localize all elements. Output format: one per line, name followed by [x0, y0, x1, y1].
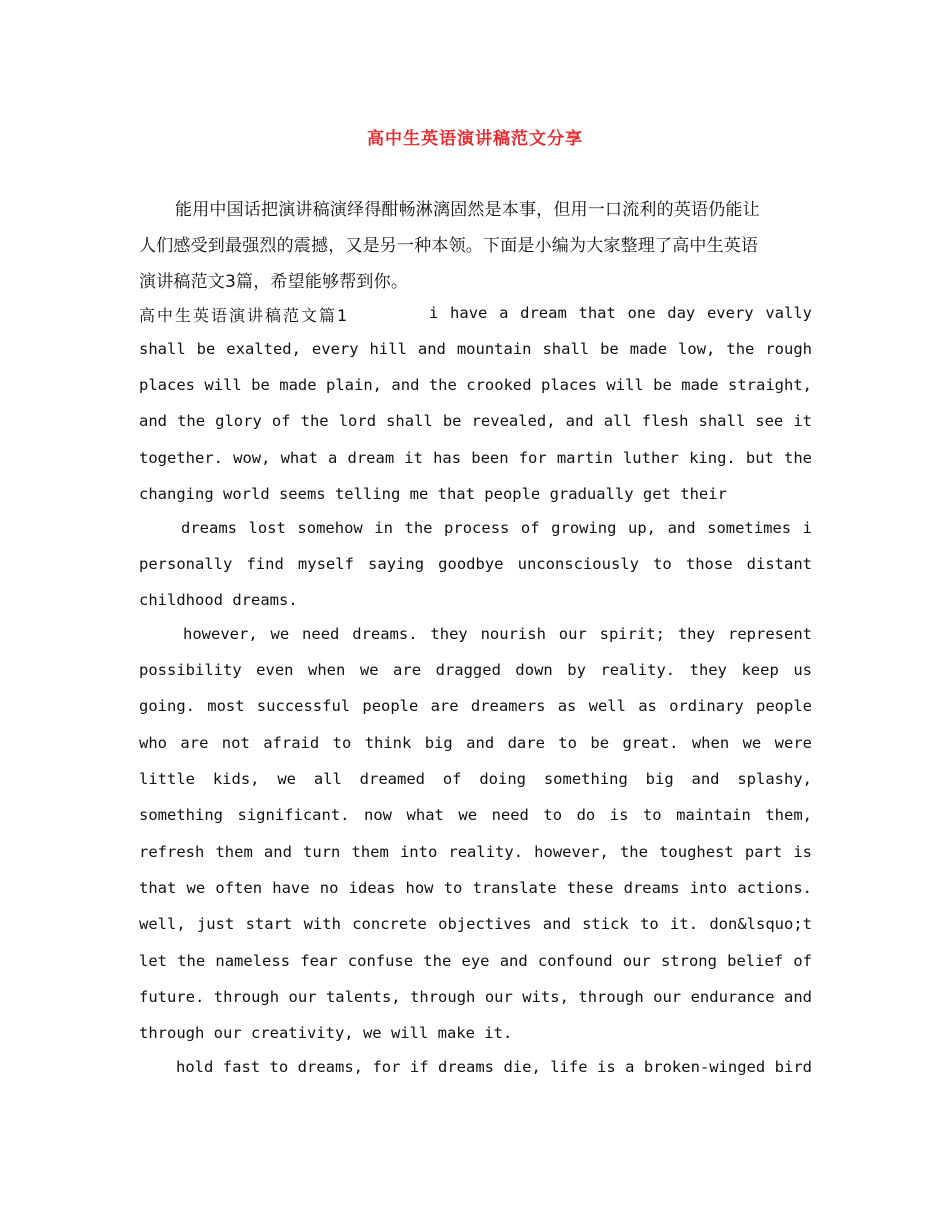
- document-title: 高中生英语演讲稿范文分享: [367, 129, 583, 149]
- p2-line-2: personally find myself saying goodbye unconsciously to those distant: [139, 555, 812, 573]
- p1-line-1: i have a dream that one day every vally: [429, 304, 812, 322]
- p3-line-6: something significant. now what we need to do is to maintain them,: [139, 806, 812, 824]
- p3-line-1: however, we need dreams. they nourish our spirit; they represent: [183, 625, 812, 643]
- p3-line-4: who are not afraid to think big and dare to be great. when we were: [139, 734, 812, 752]
- p1-line-3: places will be made plain, and the crooked places will be made straight,: [139, 376, 812, 394]
- intro-line-1: 能用中国话把演讲稿演绎得酣畅淋漓固然是本事，但用一口流利的英语仍能让: [175, 200, 760, 220]
- p1-line-5: together. wow, what a dream it has been for martin luther king. but the: [139, 449, 812, 467]
- p1-line-2: shall be exalted, every hill and mountain shall be made low, the rough: [139, 340, 812, 358]
- intro-line-2: 人们感受到最强烈的震撼，又是另一种本领。下面是小编为大家整理了高中生英语: [139, 236, 759, 256]
- p1-line-6: changing world seems telling me that people gradually get their: [139, 485, 727, 503]
- p3-line-5: little kids, we all dreamed of doing something big and splashy,: [139, 770, 812, 788]
- intro-line-3: 演讲稿范文3篇，希望能够帮到你。: [139, 272, 409, 292]
- p3-line-2: possibility even when we are dragged down by reality. they keep us: [139, 661, 812, 679]
- p2-line-1: dreams lost somehow in the process of growing up, and sometimes i: [181, 519, 812, 537]
- p3-line-3: going. most successful people are dreamers as well as ordinary people: [139, 697, 812, 715]
- p1-line-4: and the glory of the lord shall be revealed, and all flesh shall see it: [139, 412, 812, 430]
- p3-line-8: that we often have no ideas how to translate these dreams into actions.: [139, 879, 812, 897]
- p3-line-12: through our creativity, we will make it.: [139, 1024, 513, 1042]
- p3-line-7: refresh them and turn them into reality. however, the toughest part is: [139, 843, 812, 861]
- p3-line-11: future. through our talents, through our wits, through our endurance and: [139, 988, 812, 1006]
- section-heading: 高中生英语演讲稿范文篇1: [139, 306, 350, 325]
- p3-line-9: well, just start with concrete objectives and stick to it. don&lsquo;t: [139, 915, 812, 933]
- p4-line-1: hold fast to dreams, for if dreams die, life is a broken-winged bird: [176, 1058, 812, 1076]
- p3-line-10: let the nameless fear confuse the eye and confound our strong belief of: [139, 952, 812, 970]
- p2-line-3: childhood dreams.: [139, 591, 298, 609]
